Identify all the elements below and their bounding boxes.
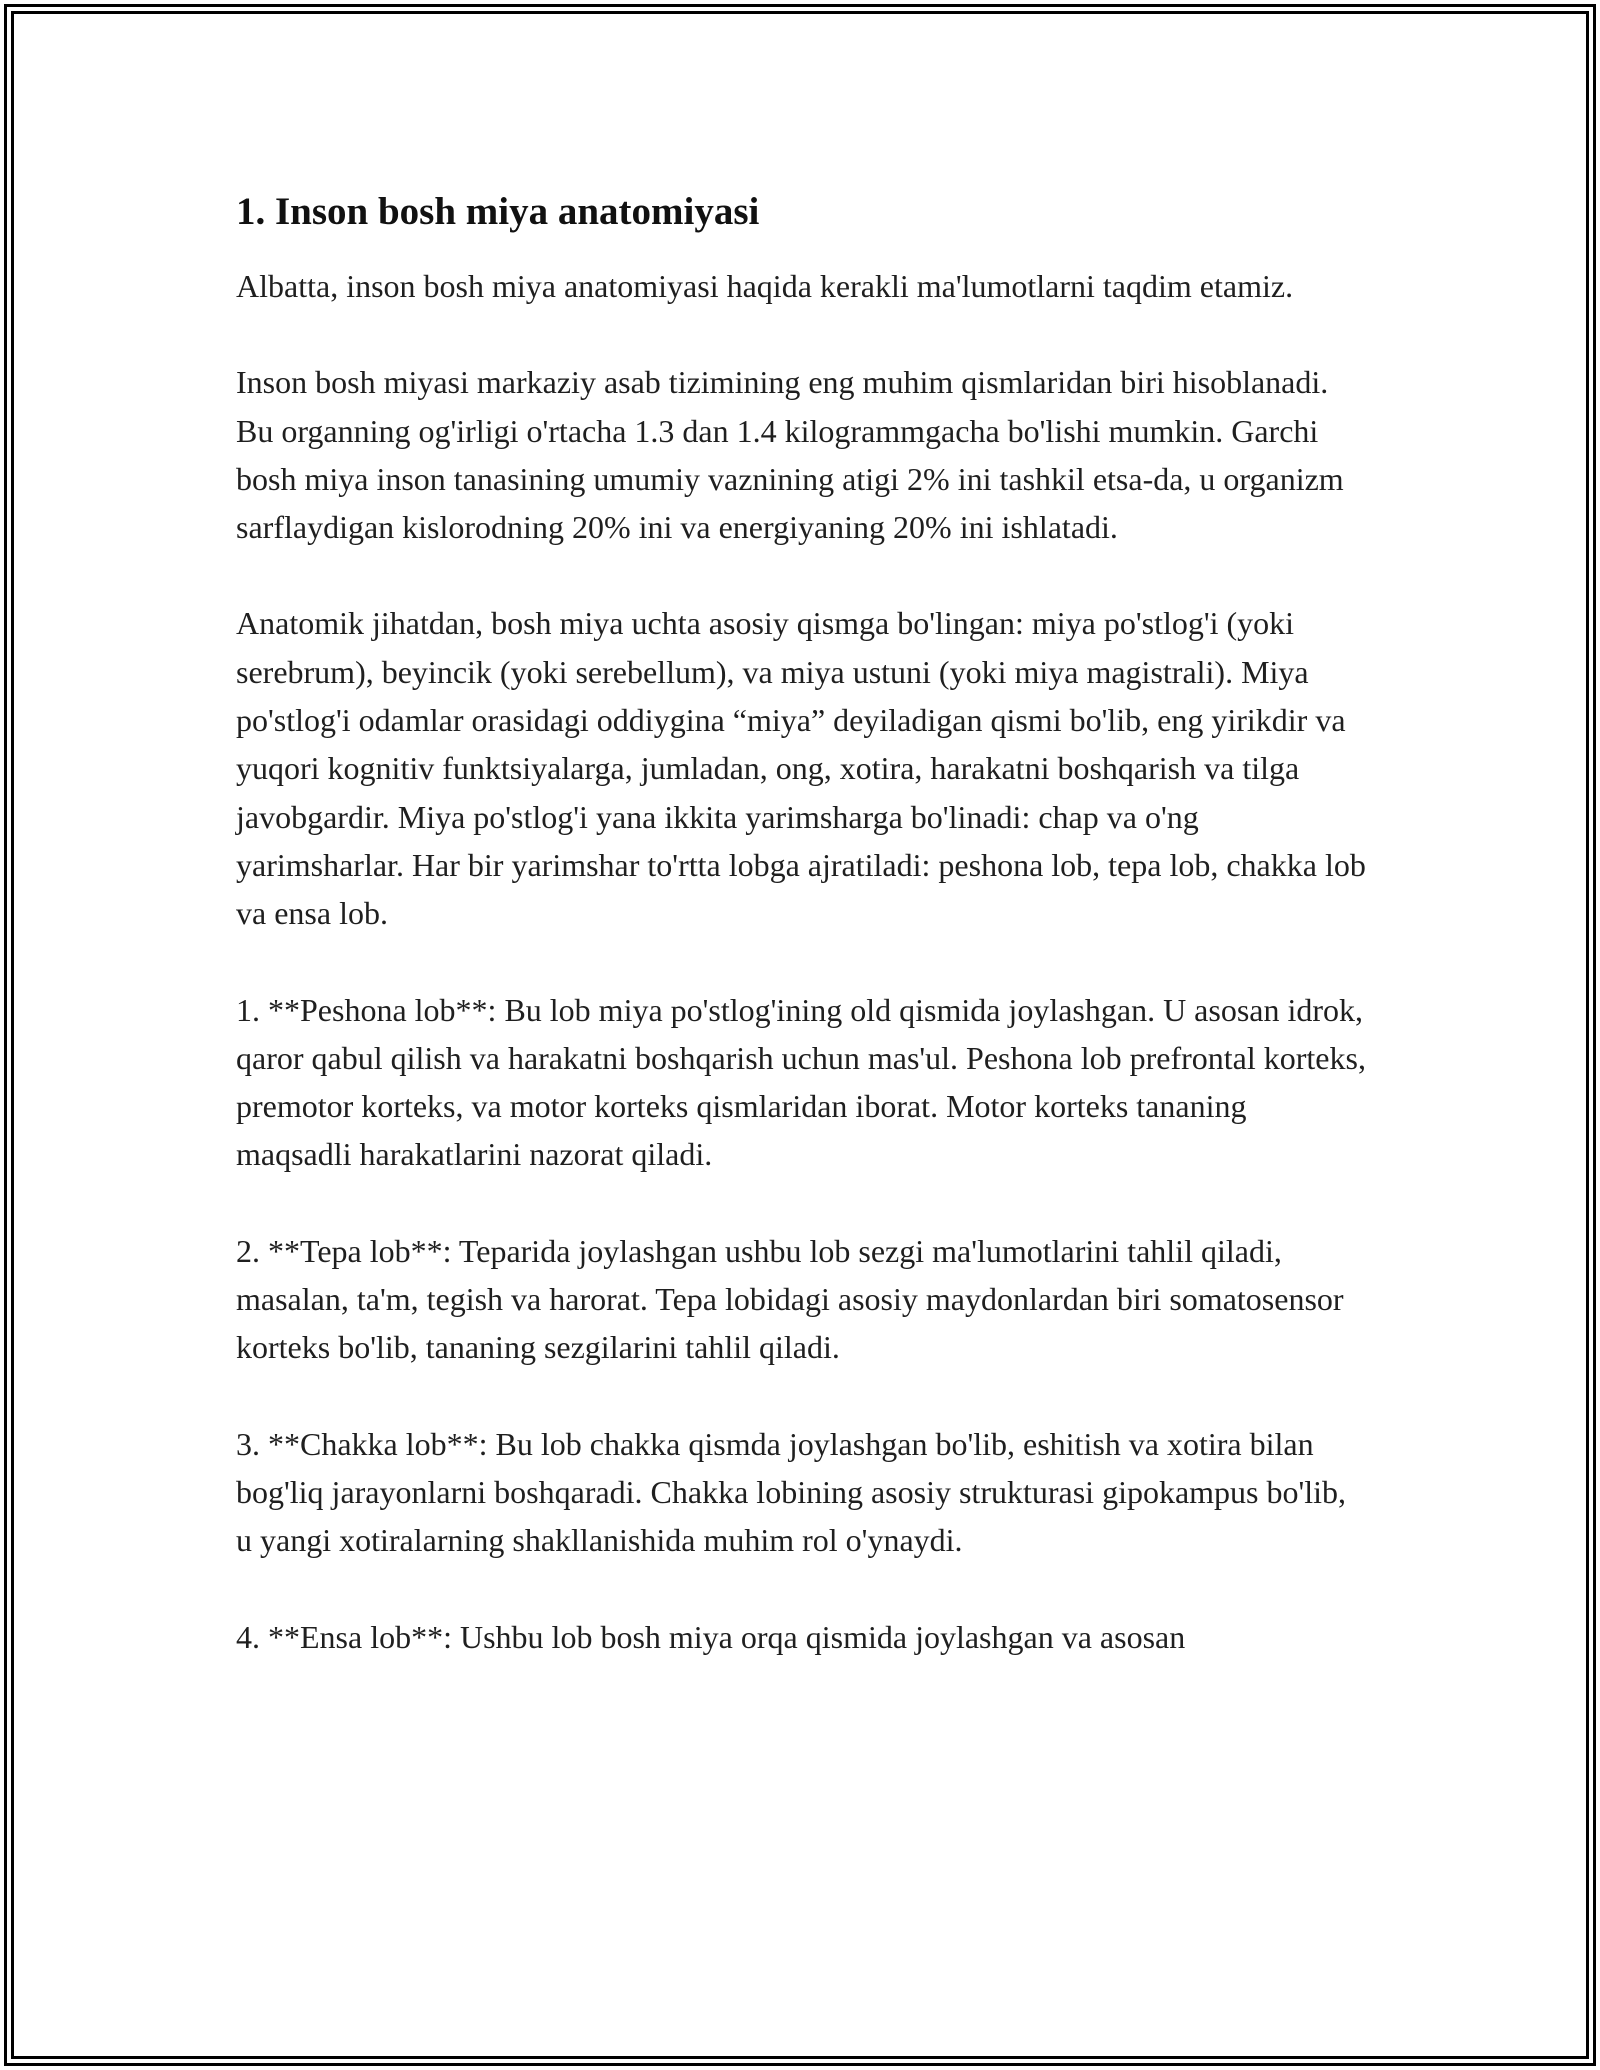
paragraph-temporal-lobe: 3. **Chakka lob**: Bu lob chakka qismda joylashgan bo'lib, eshitish va xotira bilan bog'liq jarayonlarni boshqaradi. Chakka lobining asosiy strukturasi gipokampus bo'lib, u yangi xotiralarning shakllanishida muhim rol o'ynaydi. — [236, 1425, 1347, 1559]
paragraph-intro: Albatta, inson bosh miya anatomiyasi haqida kerakli ma'lumotlarni taqdim etamiz. — [236, 268, 1294, 304]
paragraph-anatomy: Anatomik jihatdan, bosh miya uchta asosiy qismga bo'lingan: miya po'stlog'i (yoki serebrum), beyincik (yoki serebellum), va miya ustuni (yoki miya magistrali). Miya po'stlog'i odamlar orasidagi oddiygina “miya” deyiladigan qismi bo'lib, eng yirikdir va yuqori kognitiv funktsiyalarga, jumladan, ong, xotira, harakatni boshqarish va tilga javobgardir. Miya po'stlog'i yana ikkita yarimsharga bo'linadi: chap va o'ng yarimsharlar. Har bir yarimshar to'rtta lobga ajratiladi: peshona lob, tepa lob, chakka lob va ensa lob. — [236, 605, 1366, 932]
paragraph-parietal-lobe: 2. **Tepa lob**: Teparida joylashgan ushbu lob sezgi ma'lumotlarini tahlil qiladi, masalan, ta'm, tegish va harorat. Tepa lobidagi asosiy maydonlardan biri somatosensor korteks bo'lib, tananing sezgilarini tahlil qiladi. — [236, 1232, 1344, 1366]
paragraph-overview: Inson bosh miyasi markaziy asab tizimining eng muhim qismlaridan biri hisoblanadi. Bu organning og'irligi o'rtacha 1.3 dan 1.4 kilogrammgacha bo'lishi mumkin. Garchi bosh miya inson tanasining umumiy vaznining atigi 2% ini tashkil etsa-da, u organizm sarflaydigan kislorodning 20% ini va energiyaning 20% ini ishlatadi. — [236, 364, 1344, 546]
paragraph-frontal-lobe: 1. **Peshona lob**: Bu lob miya po'stlog'ining old qismida joylashgan. U asosan idrok, qaror qabul qilish va harakatni boshqarish uchun mas'ul. Peshona lob prefrontal korteks, premotor korteks, va motor korteks qismlaridan iborat. Motor korteks tananing maqsadli harakatlarini nazorat qiladi. — [236, 991, 1366, 1173]
document-title: 1. Inson bosh miya anatomiyasi — [236, 190, 760, 233]
paragraph-occipital-lobe: 4. **Ensa lob**: Ushbu lob bosh miya orqa qismida joylashgan va asosan — [236, 1618, 1186, 1655]
document-body — [236, 186, 1366, 1709]
